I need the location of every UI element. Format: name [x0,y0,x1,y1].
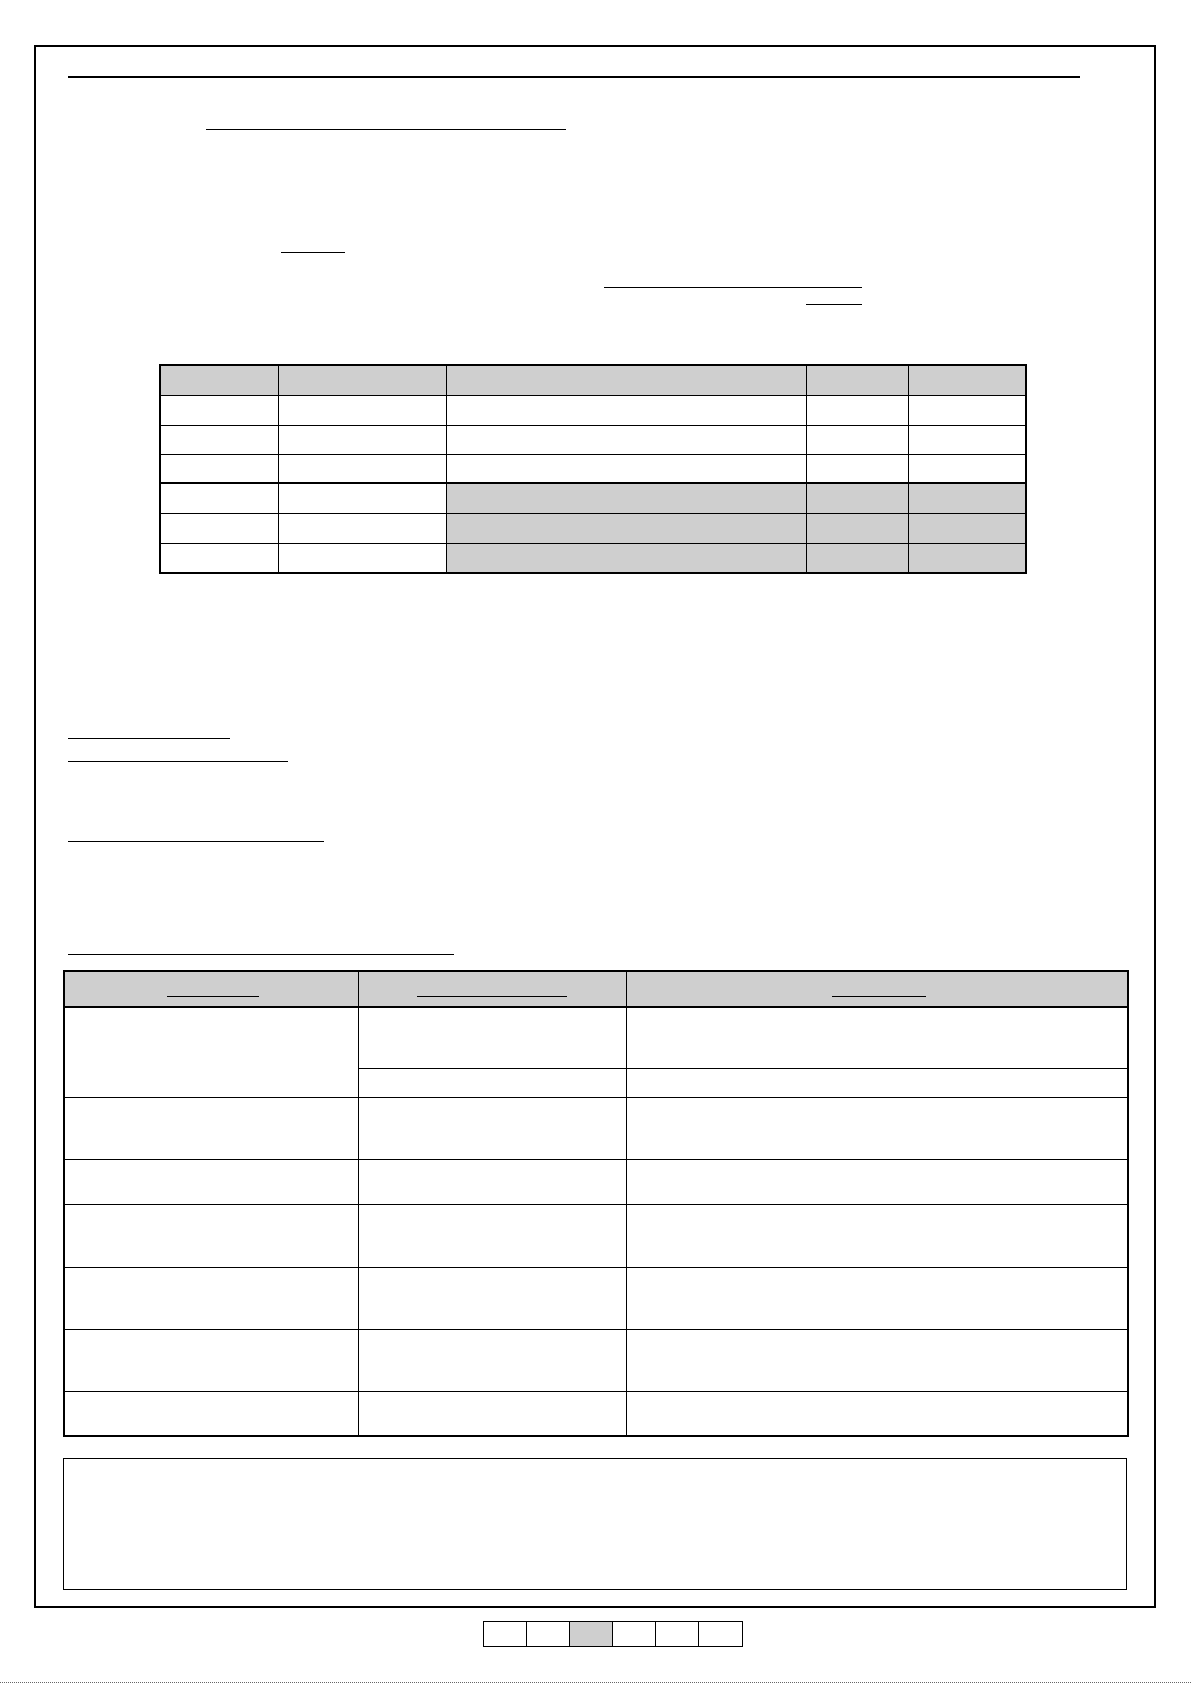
header-underline [832,996,926,997]
page-cell[interactable] [527,1622,570,1646]
title-underline [206,129,566,130]
detail-table [63,970,1129,1437]
table-row [64,1205,1128,1267]
table-row [160,483,1026,513]
page-cell[interactable] [613,1622,656,1646]
detail-header-row [64,971,1128,1007]
table-row [160,395,1026,425]
page-indicator [483,1621,743,1647]
section-heading-underline [68,761,288,762]
section-heading-underline [68,954,454,955]
table-row [64,1098,1128,1160]
page-cell[interactable] [699,1622,742,1646]
table-row [64,1160,1128,1205]
header-rule [68,76,1080,78]
header-underline [167,996,259,997]
page-edge-divider [0,1682,1191,1683]
page-cell[interactable] [656,1622,699,1646]
field-underline [281,252,345,253]
page-cell-current[interactable] [570,1622,613,1646]
table-row [160,365,1026,395]
table-row [160,454,1026,483]
field-underline [604,287,862,288]
section-heading-underline [68,841,324,842]
table-row [64,1330,1128,1392]
section-heading-underline [68,738,230,739]
table-row [160,543,1026,573]
table-row [160,513,1026,543]
field-underline [806,304,862,305]
table-row [160,425,1026,454]
page-cell[interactable] [484,1622,527,1646]
table-row [64,1267,1128,1329]
table-row [64,1392,1128,1436]
header-underline [417,996,567,997]
table-row [64,1007,1128,1068]
notes-box [63,1458,1127,1590]
summary-table [159,364,1027,574]
